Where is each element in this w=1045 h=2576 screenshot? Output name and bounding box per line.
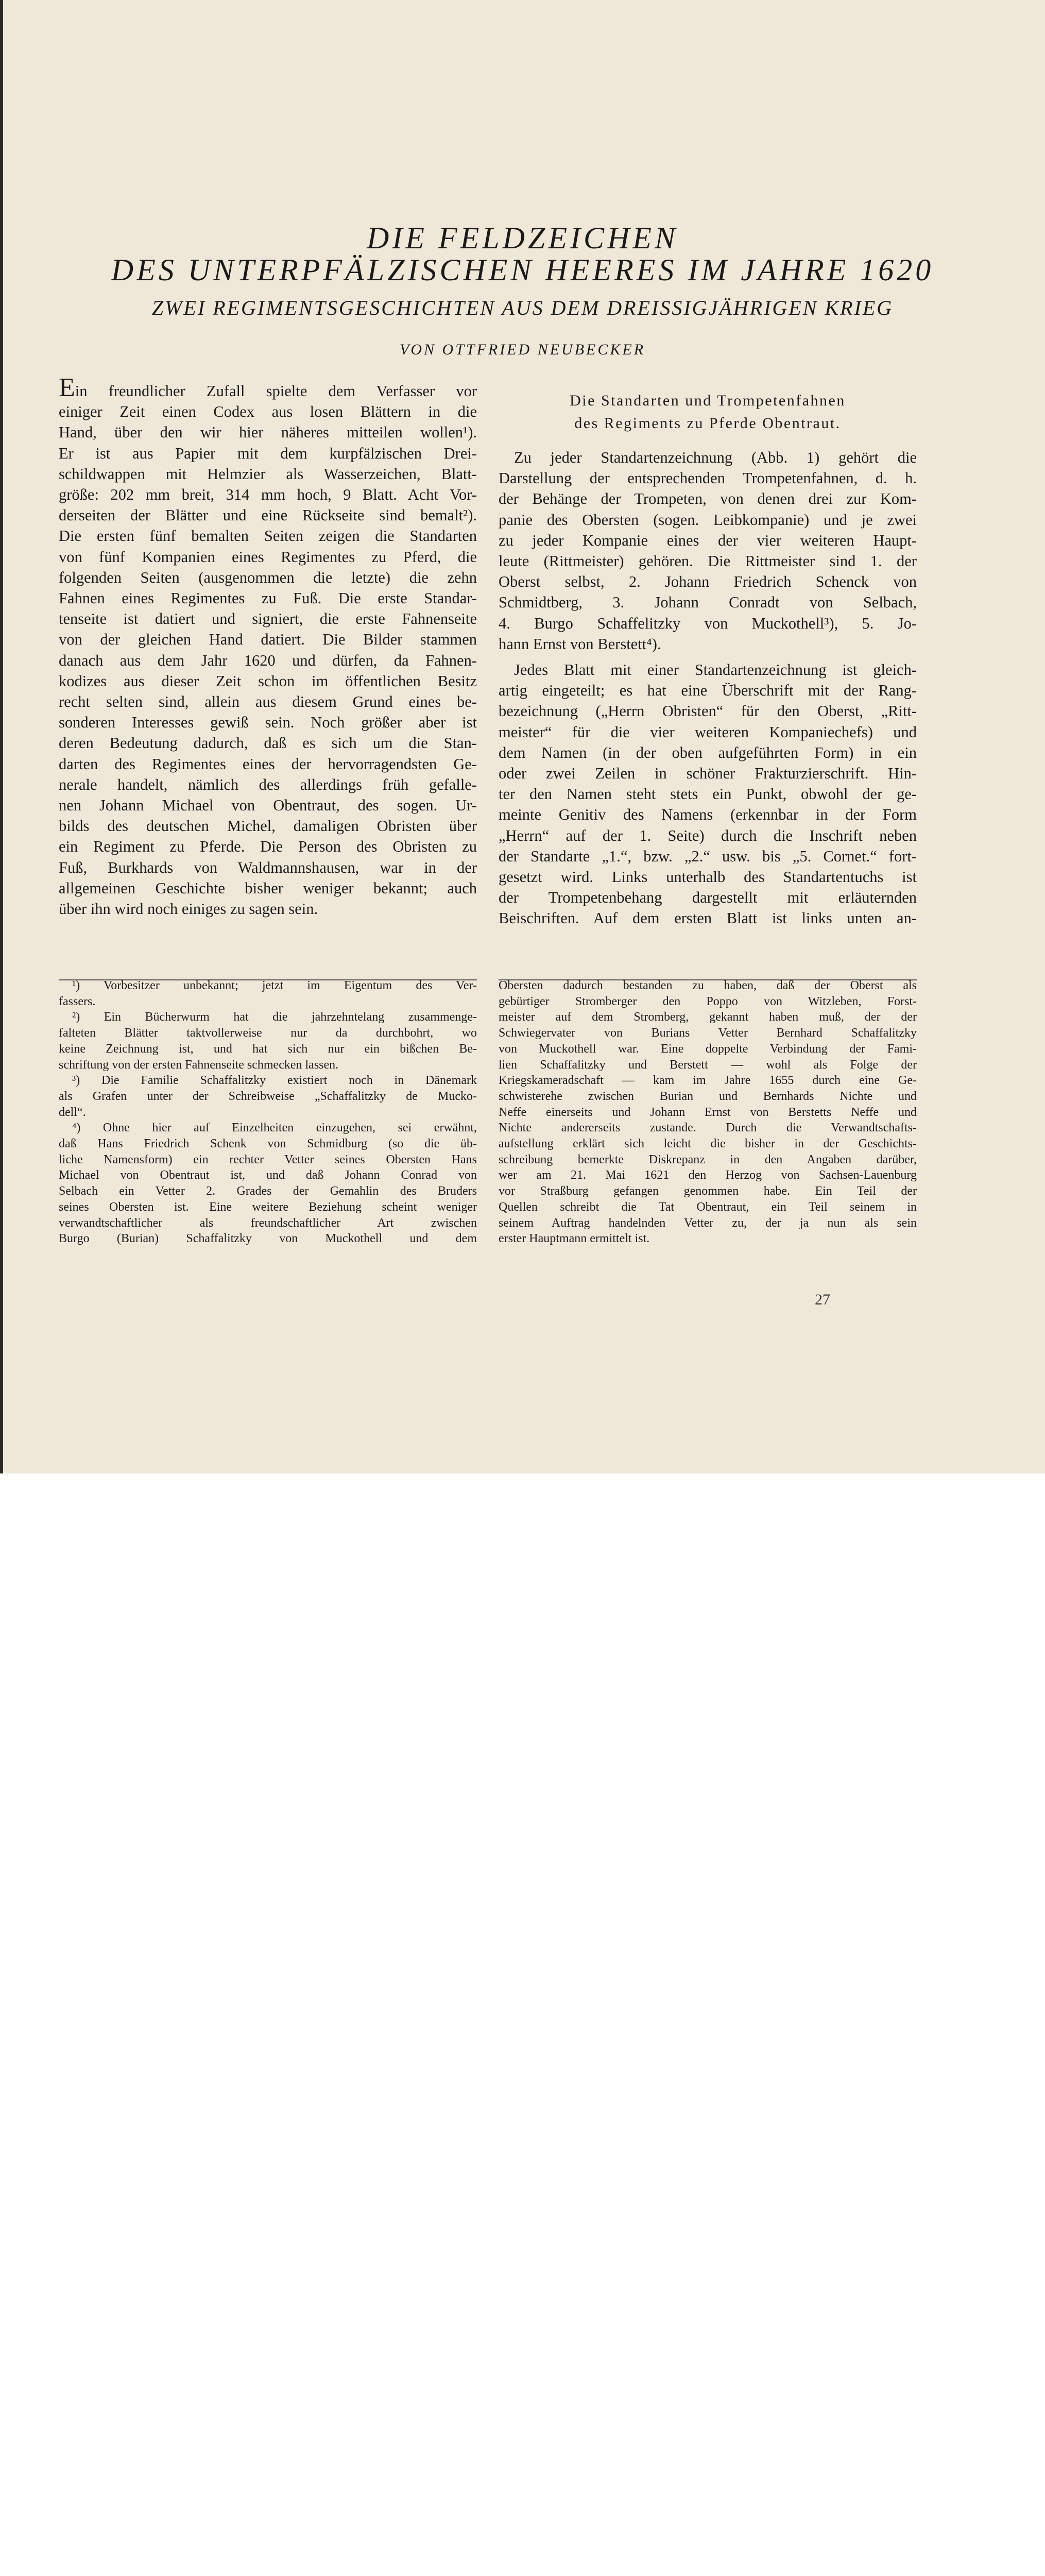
text-line: hann Ernst von Berstett⁴). bbox=[499, 635, 661, 653]
text-line: einiger Zeit einen Codex aus losen Blättern in die bbox=[59, 403, 477, 421]
text-line: zu jeder Kompanie eines der vier weiteren Haupt- bbox=[499, 531, 917, 549]
section-heading bbox=[499, 389, 917, 435]
text-line: von Muckothell war. Eine doppelte Verbindung der Fami- bbox=[499, 1042, 917, 1056]
text-line: recht selten sind, allein aus diesem Grund eines be- bbox=[59, 693, 477, 711]
footnotes-left bbox=[59, 978, 477, 1247]
text-line: größe: 202 mm breit, 314 mm hoch, 9 Blatt. Acht Vor- bbox=[59, 486, 477, 504]
byline: VON OTTFRIED NEUBECKER bbox=[399, 341, 646, 358]
drop-cap: E bbox=[59, 373, 75, 402]
text-line: Michael von Obentraut ist, und daß Johann Conrad von bbox=[59, 1168, 477, 1182]
text-line-content: in freundlicher Zufall spielte dem Verfasser vor bbox=[75, 382, 477, 400]
text-line: schildwappen mit Helmzier als Wasserzeichen, Blatt- bbox=[59, 465, 477, 483]
footer-bar bbox=[0, 1473, 1045, 1545]
text-line: Neffe einerseits und Johann Ernst von Berstetts Neffe und bbox=[499, 1105, 917, 1119]
text-line: folgenden Seiten (ausgenommen die letzte) die zehn bbox=[59, 568, 477, 586]
section-heading-line-2: des Regiments zu Pferde Obentraut. bbox=[574, 415, 841, 432]
text-line: nen Johann Michael von Obentraut, des sogen. Ur- bbox=[59, 796, 477, 815]
text-line: dem Namen (in der oben aufgeführten Form) in ein bbox=[499, 743, 917, 761]
text-line: Kriegskameradschaft — kam im Jahre 1655 durch eine Ge- bbox=[499, 1074, 917, 1088]
text-line: von fünf Kompanien eines Regimentes zu Pferd, die bbox=[59, 548, 477, 566]
text-line: ¹) Vorbesitzer unbekannt; jetzt im Eigentum des Ver- bbox=[72, 979, 477, 992]
text-line: Die ersten fünf bemalten Seiten zeigen die Standarten bbox=[59, 527, 477, 545]
text-line: Quellen schreibt die Tat Obentraut, ein Teil seinem in bbox=[499, 1200, 917, 1214]
text-line: erster Hauptmann ermittelt ist. bbox=[499, 1232, 650, 1246]
subtitle: ZWEI REGIMENTSGESCHICHTEN AUS DEM DREISSIGJÄHRIGEN KRIEG bbox=[151, 296, 894, 319]
text-line: seinem Auftrag handelnden Vetter zu, der ja nun als sein bbox=[499, 1216, 917, 1230]
text-line: bilds des deutschen Michel, damaligen Obristen über bbox=[59, 817, 477, 835]
text-line: ein Regiment zu Pferde. Die Person des Obristen zu bbox=[59, 838, 477, 856]
footnotes-right bbox=[499, 978, 917, 1247]
text-line: liche Namensform) ein rechter Vetter seines Obersten Hans bbox=[59, 1153, 477, 1166]
text-line: derseiten der Blätter und eine Rückseite sind bemalt²). bbox=[59, 506, 477, 524]
text-line: Selbach ein Vetter 2. Grades der Gemahlin des Bruders bbox=[59, 1184, 477, 1198]
text-line: Beischriften. Auf dem ersten Blatt ist links unten an- bbox=[499, 909, 917, 927]
text-line: Er ist aus Papier mit dem kurpfälzischen Drei- bbox=[59, 444, 477, 462]
text-line: schwisterehe zwischen Burian und Bernhards Nichte und bbox=[499, 1089, 917, 1103]
text-line: Fahnen eines Regimentes zu Fuß. Die erste Standar- bbox=[59, 589, 477, 607]
text-line: Jedes Blatt mit einer Standartenzeichnung ist gleich- bbox=[514, 661, 917, 679]
text-line bbox=[59, 373, 477, 402]
text-line: Burgo (Burian) Schaffalitzky von Muckothell und dem bbox=[59, 1232, 477, 1246]
text-line: meister auf dem Stromberg, gekannt haben muß, der der bbox=[499, 1010, 917, 1024]
text-line: Nichte andererseits zustande. Durch die Verwandtschafts- bbox=[499, 1121, 917, 1135]
text-line: Hand, über den wir hier näheres mitteilen wollen¹). bbox=[59, 423, 477, 442]
text-line: von der gleichen Hand datiert. Die Bilder stammen bbox=[59, 631, 477, 649]
right-column bbox=[499, 389, 917, 929]
text-line: Schwiegervater von Burians Vetter Bernhard Schaffalitzky bbox=[499, 1026, 917, 1040]
text-line: schriftung von der ersten Fahnenseite schmecken lassen. bbox=[59, 1058, 339, 1072]
text-line: gesetzt wird. Links unterhalb des Standartentuchs ist bbox=[499, 868, 917, 886]
text-line: Schmidtberg, 3. Johann Conradt von Selbach, bbox=[499, 594, 917, 612]
text-line: Oberst selbst, 2. Johann Friedrich Schenck von bbox=[499, 573, 917, 591]
section-heading-line-1: Die Standarten und Trompetenfahnen bbox=[570, 392, 846, 409]
text-line: meister“ für die vier weiteren Kompaniechefs) und bbox=[499, 723, 917, 741]
text-line: meinte Genitiv des Namens (erkennbar in der Form bbox=[499, 806, 917, 824]
text-line: fassers. bbox=[59, 994, 96, 1008]
text-line: nerale handelt, nämlich des allerdings früh gefalle- bbox=[59, 775, 477, 793]
text-line: 4. Burgo Schaffelitzky von Muckothell³), 5. Jo- bbox=[499, 614, 917, 632]
text-line: Fuß, Burkhards von Waldmannshausen, war in der bbox=[59, 858, 477, 876]
paragraph-1 bbox=[499, 447, 917, 654]
text-line: bezeichnung („Herrn Obristen“ für den Oberst, „Ritt- bbox=[499, 702, 917, 720]
text-line: artig eingeteilt; es hat eine Überschrift mit der Rang- bbox=[499, 682, 917, 700]
page-number: 27 bbox=[815, 1291, 830, 1308]
text-line: wer am 21. Mai 1621 den Herzog von Sachsen-Lauenburg bbox=[499, 1168, 917, 1182]
text-line: ²) Ein Bücherwurm hat die jahrzehntelang zusammenge- bbox=[72, 1010, 477, 1024]
text-line: der Standarte „1.“, bzw. „2.“ usw. bis „5. Cornet.“ fort- bbox=[499, 847, 917, 865]
text-line: lien Schaffalitzky und Berstett — wohl als Folge der bbox=[499, 1058, 917, 1072]
left-column bbox=[59, 373, 477, 919]
text-line: dell“. bbox=[59, 1105, 86, 1119]
text-line: vor Straßburg gefangen genommen habe. Ein Teil der bbox=[499, 1184, 917, 1198]
text-line: der Trompetenbehang dargestellt mit erläuternden bbox=[499, 889, 917, 907]
text-line: deren Bedeutung dadurch, daß es sich um die Stan- bbox=[59, 734, 477, 752]
text-line: falteten Blätter taktvollerweise nur da durchbohrt, wo bbox=[59, 1026, 477, 1040]
text-line: leute (Rittmeister) gehören. Die Rittmeister sind 1. der bbox=[499, 552, 917, 570]
text-line: aufstellung erklärt sich leicht die bisher in der Geschichts- bbox=[499, 1137, 917, 1151]
text-line: ⁴) Ohne hier auf Einzelheiten einzugehen, sei erwähnt, bbox=[72, 1121, 477, 1135]
text-line: tenseite ist datiert und signiert, die erste Fahnenseite bbox=[59, 610, 477, 628]
text-line: panie des Obersten (sogen. Leibkompanie) und je zwei bbox=[499, 511, 917, 529]
text-line: verwandtschaftlicher als freundschaftlicher Art zwischen bbox=[59, 1216, 477, 1230]
text-line: über ihn wird noch einiges zu sagen sein. bbox=[59, 900, 318, 918]
text-line: kodizes aus dieser Zeit schon im öffentlichen Besitz bbox=[59, 672, 477, 690]
text-line: darten des Regimentes eines der hervorragendsten Ge- bbox=[59, 755, 477, 773]
text-line: ter den Namen steht stets ein Punkt, obwohl der ge- bbox=[499, 785, 917, 803]
text-line: Zu jeder Standartenzeichnung (Abb. 1) gehört die bbox=[514, 449, 917, 466]
text-line: als Grafen unter der Schreibweise „Schaffalitzky de Mucko- bbox=[59, 1089, 477, 1103]
text-line: ³) Die Familie Schaffalitzky existiert noch in Dänemark bbox=[72, 1074, 477, 1088]
text-line: oder zwei Zeilen in schöner Frakturzierschrift. Hin- bbox=[499, 765, 917, 783]
text-line: der Behänge der Trompeten, von denen drei zur Kom- bbox=[499, 490, 917, 508]
text-line: seines Obersten ist. Eine weitere Beziehung scheint weniger bbox=[59, 1200, 477, 1214]
text-line: „Herrn“ auf der 1. Seite) durch die Inschrift neben bbox=[499, 826, 917, 844]
text-line: danach aus dem Jahr 1620 und dürfen, da Fahnen- bbox=[59, 651, 477, 669]
paragraph-2 bbox=[499, 659, 917, 929]
text-line: daß Hans Friedrich Schenk von Schmidburg (so die üb- bbox=[59, 1137, 477, 1151]
text-line: sonderen Interesses gewiß sein. Noch größer aber ist bbox=[59, 714, 477, 732]
title-line-1: DIE FELDZEICHEN bbox=[367, 221, 678, 255]
text-line: Darstellung der entsprechenden Trompetenfahnen, d. h. bbox=[499, 469, 917, 487]
text-line: allgemeinen Geschichte bisher weniger bekannt; auch bbox=[59, 879, 477, 897]
text-line: schreibung bemerkte Diskrepanz in den Angaben darüber, bbox=[499, 1153, 917, 1166]
title-line-2: DES UNTERPFÄLZISCHEN HEERES IM JAHRE 1620 bbox=[111, 253, 934, 287]
text-line: keine Zeichnung ist, und hat sich nur ein bißchen Be- bbox=[59, 1042, 477, 1056]
text-line: gebürtiger Stromberger den Poppo von Witzleben, Forst- bbox=[499, 994, 917, 1008]
text-line: Obersten dadurch bestanden zu haben, daß der Oberst als bbox=[499, 979, 917, 992]
